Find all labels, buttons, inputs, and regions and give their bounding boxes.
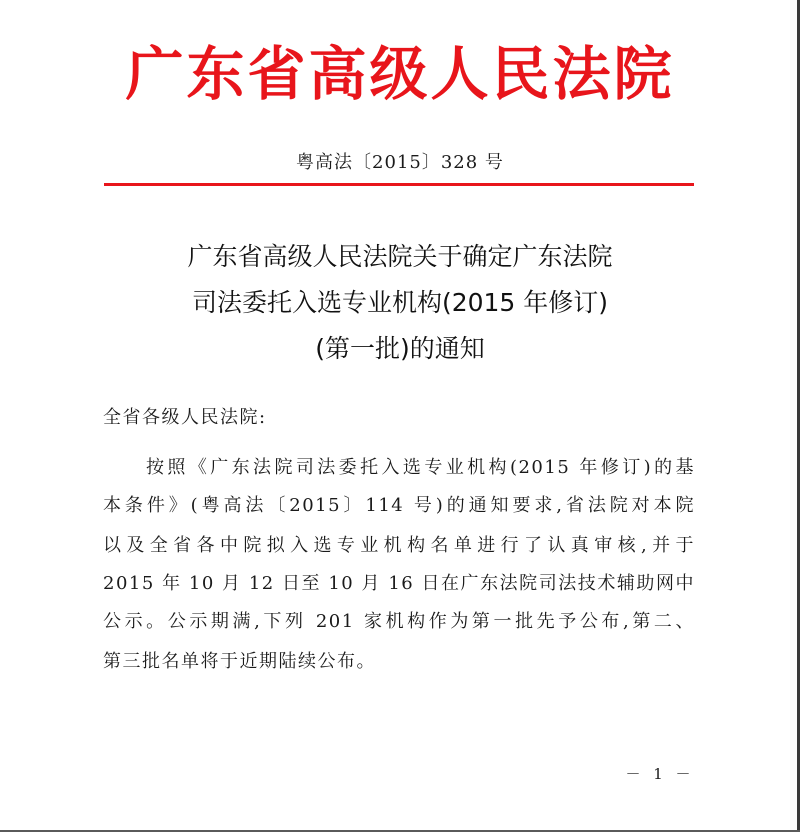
salutation: 全省各级人民法院: bbox=[103, 407, 267, 428]
body-line-5: 公示。公示期满,下列 201 家机构作为第一批先予公布,第二、 bbox=[103, 611, 695, 632]
body-line-3: 以及全省各中院拟入选专业机构名单进行了认真审核,并于 bbox=[103, 535, 695, 556]
body-line-6: 第三批名单将于近期陆续公布。 bbox=[103, 651, 376, 672]
body-line-2: 本条件》(粤高法〔2015〕114 号)的通知要求,省法院对本院 bbox=[103, 495, 695, 516]
body-line-4: 2015 年 10 月 12 日至 10 月 16 日在广东法院司法技术辅助网中 bbox=[103, 573, 695, 594]
notice-title-line-3: (第一批)的通知 bbox=[315, 334, 485, 363]
issuing-agency-masthead: 广东省高级人民法院 bbox=[125, 40, 675, 108]
notice-title-line-2: 司法委托入选专业机构(2015 年修订) bbox=[191, 288, 609, 317]
notice-title-line-1: 广东省高级人民法院关于确定广东法院 bbox=[187, 242, 613, 271]
body-line-1: 按照《广东法院司法委托入选专业机构(2015 年修订)的基 bbox=[146, 457, 695, 478]
page-number: － 1 － bbox=[625, 765, 695, 783]
document-number: 粤高法〔2015〕328 号 bbox=[296, 152, 504, 173]
red-separator-line bbox=[104, 183, 694, 186]
